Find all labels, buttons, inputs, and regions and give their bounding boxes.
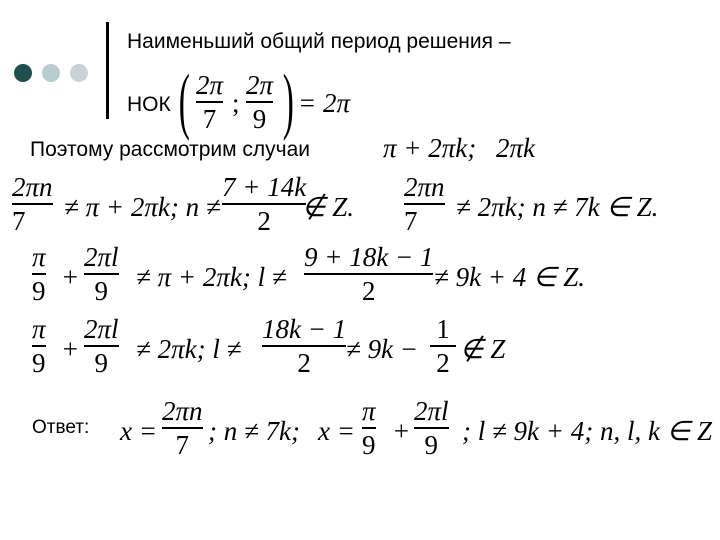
- answer-b1-den: 9: [362, 429, 376, 460]
- eq3-middle: ≠ π + 2πk; l ≠: [136, 262, 287, 292]
- fraction-bar: [32, 345, 46, 347]
- eq3-f1-num: π: [32, 242, 46, 272]
- eq1-middle: ≠ π + 2πk; n ≠: [64, 192, 221, 222]
- eq3-fraction-3: [304, 242, 433, 306]
- answer-plus: +: [392, 416, 411, 446]
- nok-left-paren: (: [178, 60, 190, 142]
- nok-frac1-den: 7: [202, 103, 217, 134]
- eq4-fraction-1: [32, 314, 46, 378]
- fraction-bar: [12, 203, 53, 205]
- slide-title: Наименьший общий период решения –: [127, 30, 511, 53]
- eq3-f2-num: 2πl: [84, 242, 119, 272]
- eq3-plus: +: [61, 262, 80, 292]
- answer-fraction-b1: [362, 396, 376, 460]
- eq3-f3-num: 9 + 18k − 1: [304, 242, 434, 272]
- answer-a-tail: ; n ≠ 7k;: [208, 416, 301, 446]
- nok-fraction-2: [246, 70, 273, 134]
- eq1-fraction-2: [222, 172, 306, 236]
- eq4-fraction-2: [84, 314, 119, 378]
- eq3-f1-den: 9: [32, 275, 46, 306]
- eq2-frac-den: 7: [404, 205, 418, 236]
- answer-b-tail: ; l ≠ 9k + 4; n, l, k ∈ Z: [462, 416, 713, 446]
- nok-frac2-num: 2π: [246, 70, 274, 100]
- nok-label: НОК: [127, 93, 171, 116]
- eq3-f3-den: 2: [361, 275, 376, 306]
- eq2-tail: ≠ 2πk; n ≠ 7k ∈ Z.: [456, 192, 659, 222]
- bullet-dot-light: [42, 64, 60, 82]
- eq2-frac-num: 2πn: [404, 172, 445, 202]
- cases-text: Поэтому рассмотрим случаи: [30, 138, 311, 161]
- eq1-frac-den: 7: [12, 205, 26, 236]
- eq4-mid2: ≠ 9k −: [346, 334, 419, 364]
- eq3-fraction-1: [32, 242, 46, 306]
- eq4-tail: ∉ Z: [460, 334, 506, 364]
- eq4-f4-den: 2: [436, 347, 450, 378]
- eq4-fraction-3: [262, 314, 346, 378]
- eq2-fraction: [404, 172, 445, 236]
- bullet-dot-dark: [14, 64, 32, 82]
- fraction-bar: [196, 101, 223, 103]
- eq4-fraction-4: [430, 314, 456, 378]
- answer-fraction-a: [162, 396, 203, 460]
- fraction-bar: [84, 345, 119, 347]
- answer-x1: x =: [120, 416, 157, 446]
- nok-result: = 2π: [298, 88, 350, 118]
- nok-separator: ;: [232, 88, 240, 118]
- eq1-frac2-num: 7 + 14k: [222, 172, 307, 202]
- eq4-f2-den: 9: [94, 347, 109, 378]
- fraction-bar: [222, 203, 306, 205]
- nok-fraction-1: [196, 70, 223, 134]
- eq4-f2-num: 2πl: [84, 314, 119, 344]
- eq4-f1-num: π: [32, 314, 46, 344]
- eq1-tail: ∉ Z.: [302, 192, 355, 222]
- fraction-bar: [32, 273, 46, 275]
- nok-frac1-num: 2π: [196, 70, 224, 100]
- nok-right-paren: ): [282, 60, 294, 142]
- eq4-plus: +: [61, 334, 80, 364]
- eq4-f3-den: 2: [297, 347, 311, 378]
- fraction-bar: [84, 273, 119, 275]
- case-1: π + 2πk;: [383, 133, 477, 163]
- eq4-f1-den: 9: [32, 347, 46, 378]
- fraction-bar: [362, 427, 376, 429]
- eq1-frac2-den: 2: [257, 205, 271, 236]
- eq4-middle: ≠ 2πk; l ≠: [136, 334, 242, 364]
- fraction-bar: [262, 345, 346, 347]
- eq1-fraction-1: [12, 172, 53, 236]
- answer-a-den: 7: [175, 429, 190, 460]
- answer-b2-den: 9: [424, 429, 439, 460]
- fraction-bar: [246, 101, 273, 103]
- eq4-f3-num: 18k − 1: [262, 314, 347, 344]
- answer-fraction-b2: [414, 396, 449, 460]
- answer-a-num: 2πn: [162, 396, 203, 426]
- fraction-bar: [162, 427, 203, 429]
- eq1-frac-num: 2πn: [12, 172, 53, 202]
- fraction-bar: [304, 273, 433, 275]
- vertical-divider: [106, 22, 109, 119]
- eq3-f2-den: 9: [94, 275, 109, 306]
- bullet-dot-light-2: [70, 64, 88, 82]
- eq3-tail: ≠ 9k + 4 ∈ Z.: [434, 262, 586, 292]
- nok-frac2-den: 9: [252, 103, 267, 134]
- case-2: 2πk: [496, 133, 536, 163]
- answer-b1-num: π: [362, 396, 376, 426]
- answer-x2: x =: [318, 416, 355, 446]
- answer-b2-num: 2πl: [414, 396, 449, 426]
- answer-label: Ответ:: [32, 417, 90, 438]
- eq3-fraction-2: [84, 242, 119, 306]
- fraction-bar: [430, 345, 456, 347]
- eq4-f4-num: 1: [436, 314, 450, 344]
- fraction-bar: [414, 427, 449, 429]
- fraction-bar: [404, 203, 445, 205]
